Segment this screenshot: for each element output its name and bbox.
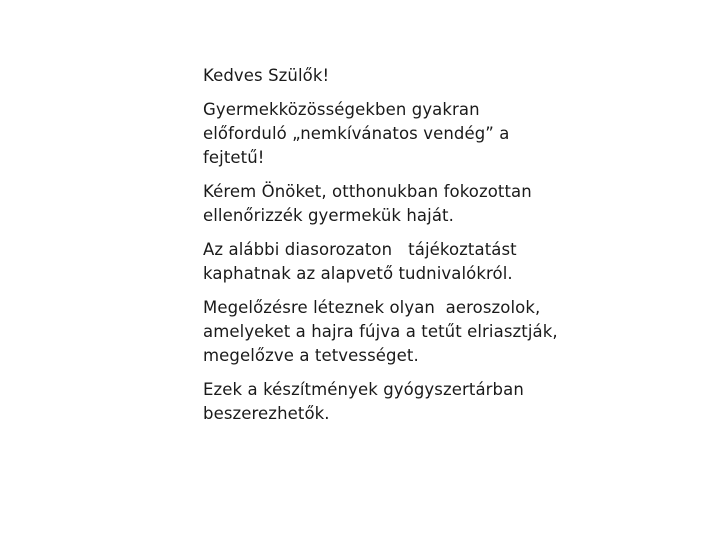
check-hair-paragraph: Kérem Önöket, otthonukban fokozottan ellenőrizzék gyermekük haját. <box>203 182 532 225</box>
headlice-warning-paragraph: Gyermekközösségekben gyakran előforduló „nemkívánatos vendég” a fejtetű! <box>203 100 510 167</box>
prevention-paragraph: Megelőzésre léteznek olyan aeroszolok, amelyeket a hajra fújva a tetűt elriasztják, megelőzve a tetvességet. <box>203 298 558 365</box>
slideshow-info-paragraph: Az alábbi diasorozaton tájékoztatást kaphatnak az alapvető tudnivalókról. <box>203 240 517 283</box>
pharmacy-paragraph: Ezek a készítmények gyógyszertárban beszerezhetők. <box>203 380 524 423</box>
greeting-paragraph: Kedves Szülők! <box>203 66 330 85</box>
letter-text-block <box>203 64 563 436</box>
